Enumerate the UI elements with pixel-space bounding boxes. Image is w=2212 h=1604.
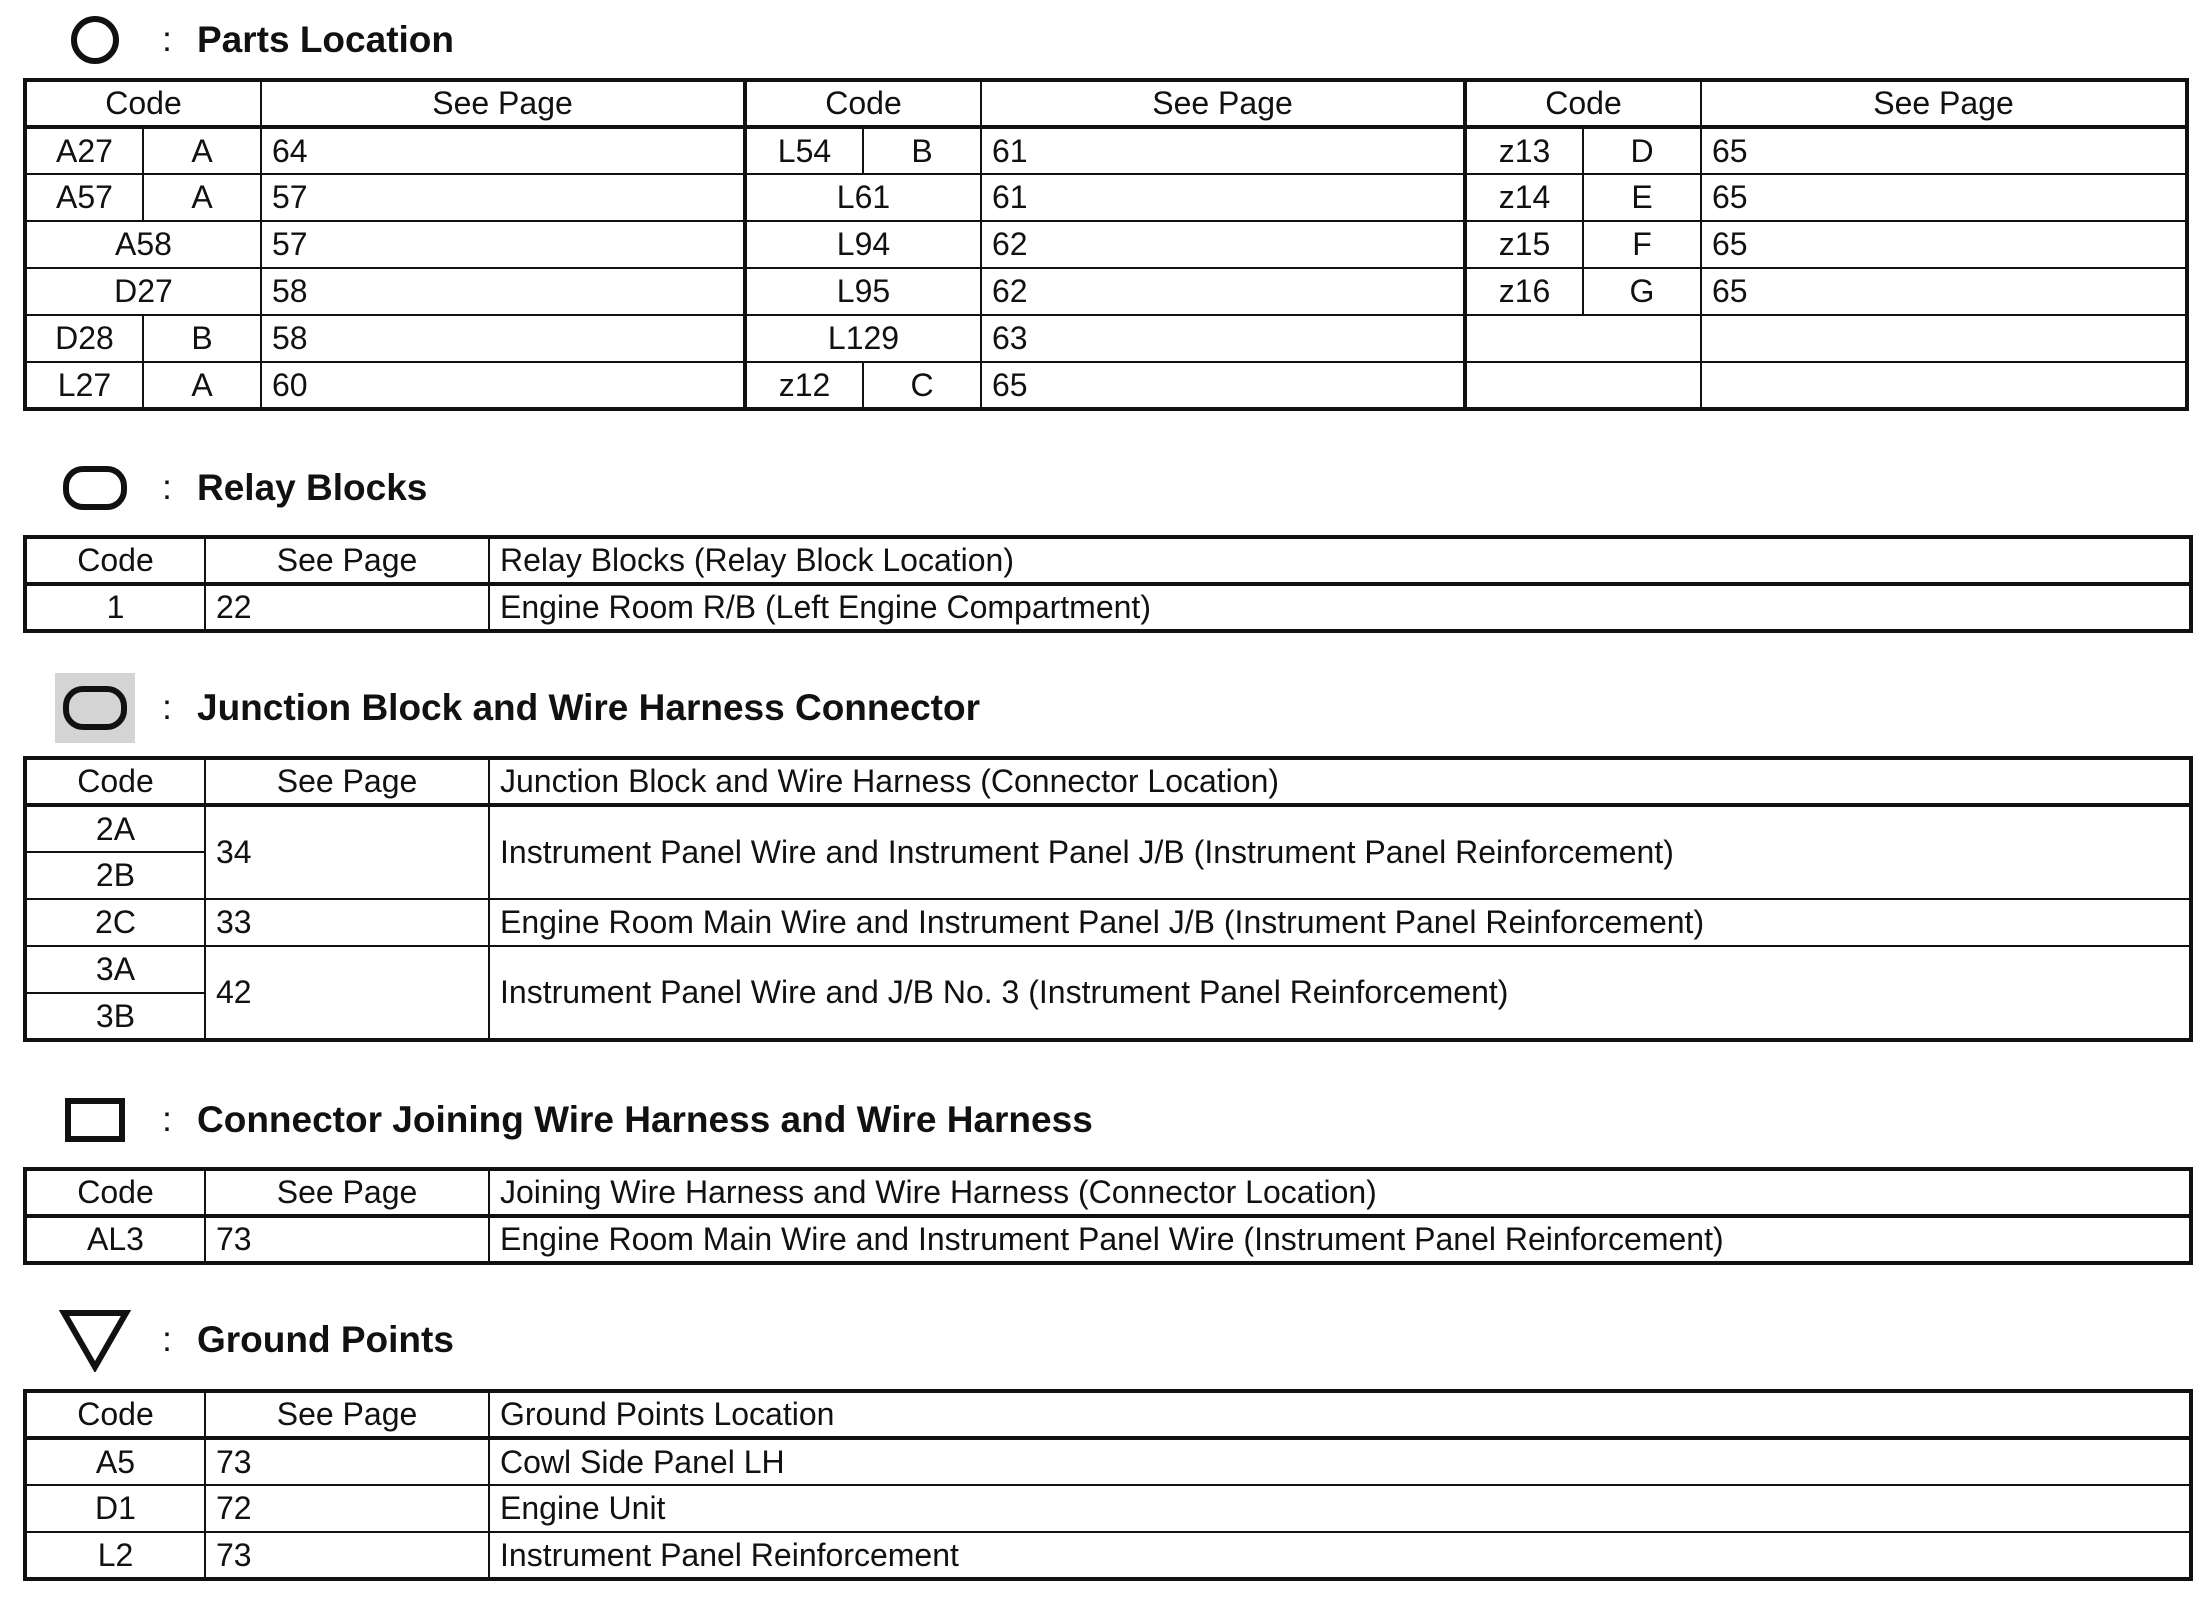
heading-colon: : bbox=[162, 1100, 172, 1139]
table-row bbox=[25, 268, 2187, 315]
ground-page: 72 bbox=[205, 1485, 489, 1532]
junction-description: Instrument Panel Wire and J/B No. 3 (Instrument Panel Reinforcement) bbox=[489, 946, 2191, 1040]
table-header-row bbox=[25, 537, 2191, 584]
part-page: 64 bbox=[261, 127, 745, 174]
table-row bbox=[25, 127, 2187, 174]
ground-code: L2 bbox=[25, 1532, 205, 1579]
table-row bbox=[25, 1532, 2191, 1579]
table-header-row bbox=[25, 1391, 2191, 1438]
part-page: 62 bbox=[981, 221, 1465, 268]
square-connector-icon bbox=[55, 1085, 135, 1155]
section-title: Relay Blocks bbox=[197, 467, 428, 508]
heading-colon: : bbox=[162, 1320, 172, 1359]
part-sub-code: B bbox=[143, 315, 261, 362]
relay-page: 22 bbox=[205, 584, 489, 631]
part-code: L61 bbox=[745, 174, 981, 221]
part-code: z16 bbox=[1465, 268, 1583, 315]
part-page: 60 bbox=[261, 362, 745, 409]
part-sub-code: B bbox=[863, 127, 981, 174]
part-code: D27 bbox=[25, 268, 261, 315]
ground-code: A5 bbox=[25, 1438, 205, 1485]
table-row bbox=[25, 362, 2187, 409]
column-header-see-page: See Page bbox=[205, 537, 489, 584]
ground-description: Engine Unit bbox=[489, 1485, 2191, 1532]
part-page: 65 bbox=[1701, 268, 2187, 315]
ground-code: D1 bbox=[25, 1485, 205, 1532]
part-page: 63 bbox=[981, 315, 1465, 362]
junction-description: Instrument Panel Wire and Instrument Panel J/B (Instrument Panel Reinforcement) bbox=[489, 805, 2191, 899]
ground-description: Cowl Side Panel LH bbox=[489, 1438, 2191, 1485]
junction-code: 2A bbox=[25, 805, 205, 852]
empty-cell bbox=[1701, 315, 2187, 362]
part-page: 65 bbox=[1701, 174, 2187, 221]
column-header-description: Relay Blocks (Relay Block Location) bbox=[489, 537, 2191, 584]
part-sub-code: A bbox=[143, 127, 261, 174]
junction-description: Engine Room Main Wire and Instrument Panel J/B (Instrument Panel Reinforcement) bbox=[489, 899, 2191, 946]
column-header-code: Code bbox=[25, 758, 205, 805]
part-code: L54 bbox=[745, 127, 863, 174]
junction-code: 2B bbox=[25, 852, 205, 899]
junction-code: 3B bbox=[25, 993, 205, 1040]
part-page: 57 bbox=[261, 174, 745, 221]
column-header-see-page: See Page bbox=[261, 80, 745, 127]
junction-block-table bbox=[23, 756, 2193, 1042]
triangle-ground-icon bbox=[55, 1305, 135, 1375]
column-header-code: Code bbox=[745, 80, 981, 127]
column-header-see-page: See Page bbox=[205, 758, 489, 805]
column-header-code: Code bbox=[25, 537, 205, 584]
column-header-description: Ground Points Location bbox=[489, 1391, 2191, 1438]
part-code: D28 bbox=[25, 315, 143, 362]
relay-blocks-heading bbox=[55, 453, 427, 523]
joining-page: 73 bbox=[205, 1216, 489, 1263]
column-header-code: Code bbox=[1465, 80, 1701, 127]
junction-code: 3A bbox=[25, 946, 205, 993]
junction-page: 42 bbox=[205, 946, 489, 1040]
table-row bbox=[25, 1216, 2191, 1263]
relay-description: Engine Room R/B (Left Engine Compartment) bbox=[489, 584, 2191, 631]
relay-code: 1 bbox=[25, 584, 205, 631]
table-row bbox=[25, 315, 2187, 362]
joining-description: Engine Room Main Wire and Instrument Panel Wire (Instrument Panel Reinforcement) bbox=[489, 1216, 2191, 1263]
part-code: L94 bbox=[745, 221, 981, 268]
ground-page: 73 bbox=[205, 1438, 489, 1485]
part-sub-code: A bbox=[143, 174, 261, 221]
part-code: z15 bbox=[1465, 221, 1583, 268]
part-code: A27 bbox=[25, 127, 143, 174]
part-page: 61 bbox=[981, 174, 1465, 221]
section-title: Ground Points bbox=[197, 1319, 454, 1360]
part-sub-code: F bbox=[1583, 221, 1701, 268]
part-sub-code: A bbox=[143, 362, 261, 409]
ground-description: Instrument Panel Reinforcement bbox=[489, 1532, 2191, 1579]
part-sub-code: C bbox=[863, 362, 981, 409]
junction-page: 34 bbox=[205, 805, 489, 899]
section-title: Connector Joining Wire Harness and Wire Harness bbox=[197, 1099, 1093, 1140]
column-header-see-page: See Page bbox=[1701, 80, 2187, 127]
part-page: 57 bbox=[261, 221, 745, 268]
table-row bbox=[25, 805, 2191, 852]
ground-page: 73 bbox=[205, 1532, 489, 1579]
parts-location-heading bbox=[55, 5, 454, 75]
section-title: Parts Location bbox=[197, 19, 454, 60]
table-header-row bbox=[25, 758, 2191, 805]
joining-code: AL3 bbox=[25, 1216, 205, 1263]
part-page: 58 bbox=[261, 268, 745, 315]
part-code: z12 bbox=[745, 362, 863, 409]
relay-blocks-table bbox=[23, 535, 2193, 633]
part-code: L129 bbox=[745, 315, 981, 362]
empty-cell bbox=[1465, 315, 1701, 362]
part-page: 58 bbox=[261, 315, 745, 362]
rounded-rectangle-icon bbox=[55, 453, 135, 523]
ground-points-table bbox=[23, 1389, 2193, 1581]
part-page: 65 bbox=[981, 362, 1465, 409]
ground-points-heading bbox=[55, 1305, 454, 1375]
column-header-code: Code bbox=[25, 80, 261, 127]
part-code: z13 bbox=[1465, 127, 1583, 174]
empty-cell bbox=[1701, 362, 2187, 409]
table-row bbox=[25, 946, 2191, 993]
part-page: 65 bbox=[1701, 127, 2187, 174]
column-header-see-page: See Page bbox=[981, 80, 1465, 127]
section-title: Junction Block and Wire Harness Connector bbox=[197, 687, 980, 728]
parts-location-table bbox=[23, 78, 2189, 411]
part-sub-code: E bbox=[1583, 174, 1701, 221]
column-header-code: Code bbox=[25, 1169, 205, 1216]
table-header-row bbox=[25, 1169, 2191, 1216]
junction-page: 33 bbox=[205, 899, 489, 946]
column-header-description: Joining Wire Harness and Wire Harness (Connector Location) bbox=[489, 1169, 2191, 1216]
shaded-rounded-rectangle-icon bbox=[55, 673, 135, 743]
connector-joining-heading bbox=[55, 1085, 1093, 1155]
connector-joining-table bbox=[23, 1167, 2193, 1265]
table-header-row bbox=[25, 80, 2187, 127]
part-sub-code: D bbox=[1583, 127, 1701, 174]
table-row bbox=[25, 1438, 2191, 1485]
part-code: L27 bbox=[25, 362, 143, 409]
heading-colon: : bbox=[162, 468, 172, 507]
circle-icon bbox=[55, 5, 135, 75]
part-code: A57 bbox=[25, 174, 143, 221]
junction-block-heading bbox=[55, 673, 980, 743]
column-header-see-page: See Page bbox=[205, 1391, 489, 1438]
heading-colon: : bbox=[162, 20, 172, 59]
heading-colon: : bbox=[162, 688, 172, 727]
part-page: 61 bbox=[981, 127, 1465, 174]
part-page: 65 bbox=[1701, 221, 2187, 268]
part-page: 62 bbox=[981, 268, 1465, 315]
column-header-description: Junction Block and Wire Harness (Connector Location) bbox=[489, 758, 2191, 805]
part-code: z14 bbox=[1465, 174, 1583, 221]
table-row bbox=[25, 1485, 2191, 1532]
table-row bbox=[25, 899, 2191, 946]
column-header-see-page: See Page bbox=[205, 1169, 489, 1216]
table-row bbox=[25, 584, 2191, 631]
column-header-code: Code bbox=[25, 1391, 205, 1438]
table-row bbox=[25, 221, 2187, 268]
empty-cell bbox=[1465, 362, 1701, 409]
part-code: A58 bbox=[25, 221, 261, 268]
junction-code: 2C bbox=[25, 899, 205, 946]
table-row bbox=[25, 174, 2187, 221]
part-sub-code: G bbox=[1583, 268, 1701, 315]
part-code: L95 bbox=[745, 268, 981, 315]
